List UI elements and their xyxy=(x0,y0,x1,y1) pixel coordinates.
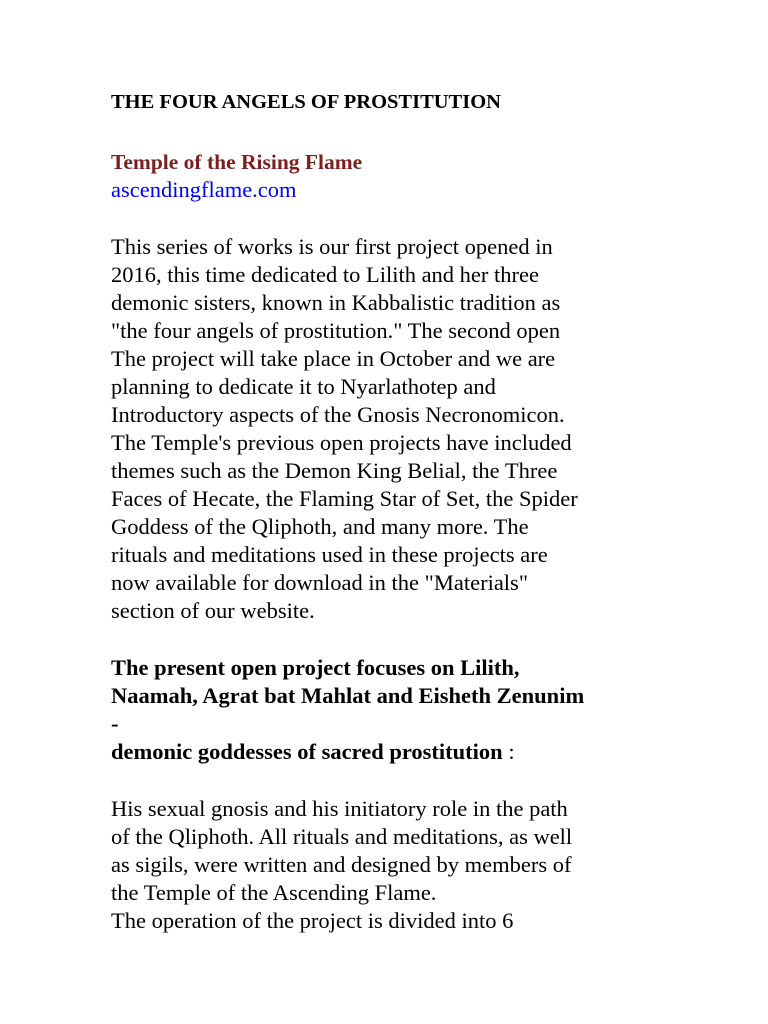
focus-line xyxy=(111,738,691,766)
focus-line: Naamah, Agrat bat Mahlat and Eisheth Zenunim xyxy=(111,683,585,708)
closing-paragraph xyxy=(111,795,691,935)
document-title: THE FOUR ANGELS OF PROSTITUTION xyxy=(111,91,501,113)
focus-dash: - xyxy=(111,711,119,736)
closing-line: His sexual gnosis and his initiatory role in the path xyxy=(111,796,568,821)
focus-paragraph xyxy=(111,654,691,766)
intro-line: "the four angels of prostitution." The second open xyxy=(111,318,561,343)
document-page xyxy=(111,88,691,935)
intro-line: planning to dedicate it to Nyarlathotep and xyxy=(111,374,496,399)
closing-line: of the Qliphoth. All rituals and meditations, as well xyxy=(111,824,573,849)
intro-line: Faces of Hecate, the Flaming Star of Set, the Spider xyxy=(111,486,578,511)
intro-line: section of our website. xyxy=(111,598,315,623)
intro-line: Introductory aspects of the Gnosis Necronomicon. xyxy=(111,402,565,427)
intro-line: Goddess of the Qliphoth, and many more. The xyxy=(111,514,529,539)
spacer xyxy=(111,766,691,795)
intro-line: 2016, this time dedicated to Lilith and her three xyxy=(111,262,540,287)
focus-colon: : xyxy=(502,739,515,764)
intro-line: demonic sisters, known in Kabbalistic tradition as xyxy=(111,290,561,315)
focus-line: The present open project focuses on Lilith, xyxy=(111,655,520,680)
intro-line: now available for download in the "Materials" xyxy=(111,570,528,595)
closing-line: the Temple of the Ascending Flame. xyxy=(111,880,437,905)
closing-line: as sigils, were written and designed by members of xyxy=(111,852,572,877)
organization-name: Temple of the Rising Flame xyxy=(111,150,363,174)
closing-line: The operation of the project is divided into 6 xyxy=(111,908,514,933)
intro-paragraph xyxy=(111,233,691,625)
organization-link[interactable]: ascendingflame.com xyxy=(111,177,297,202)
intro-line: themes such as the Demon King Belial, the Three xyxy=(111,458,558,483)
spacer xyxy=(111,625,691,654)
intro-line: The project will take place in October and we are xyxy=(111,346,556,371)
spacer xyxy=(111,204,691,233)
intro-line: rituals and meditations used in these projects are xyxy=(111,542,548,567)
spacer xyxy=(111,116,691,148)
intro-line: The Temple's previous open projects have included xyxy=(111,430,572,455)
intro-line: This series of works is our first project opened in xyxy=(111,234,553,259)
focus-emphasis: demonic goddesses of sacred prostitution xyxy=(111,739,503,764)
